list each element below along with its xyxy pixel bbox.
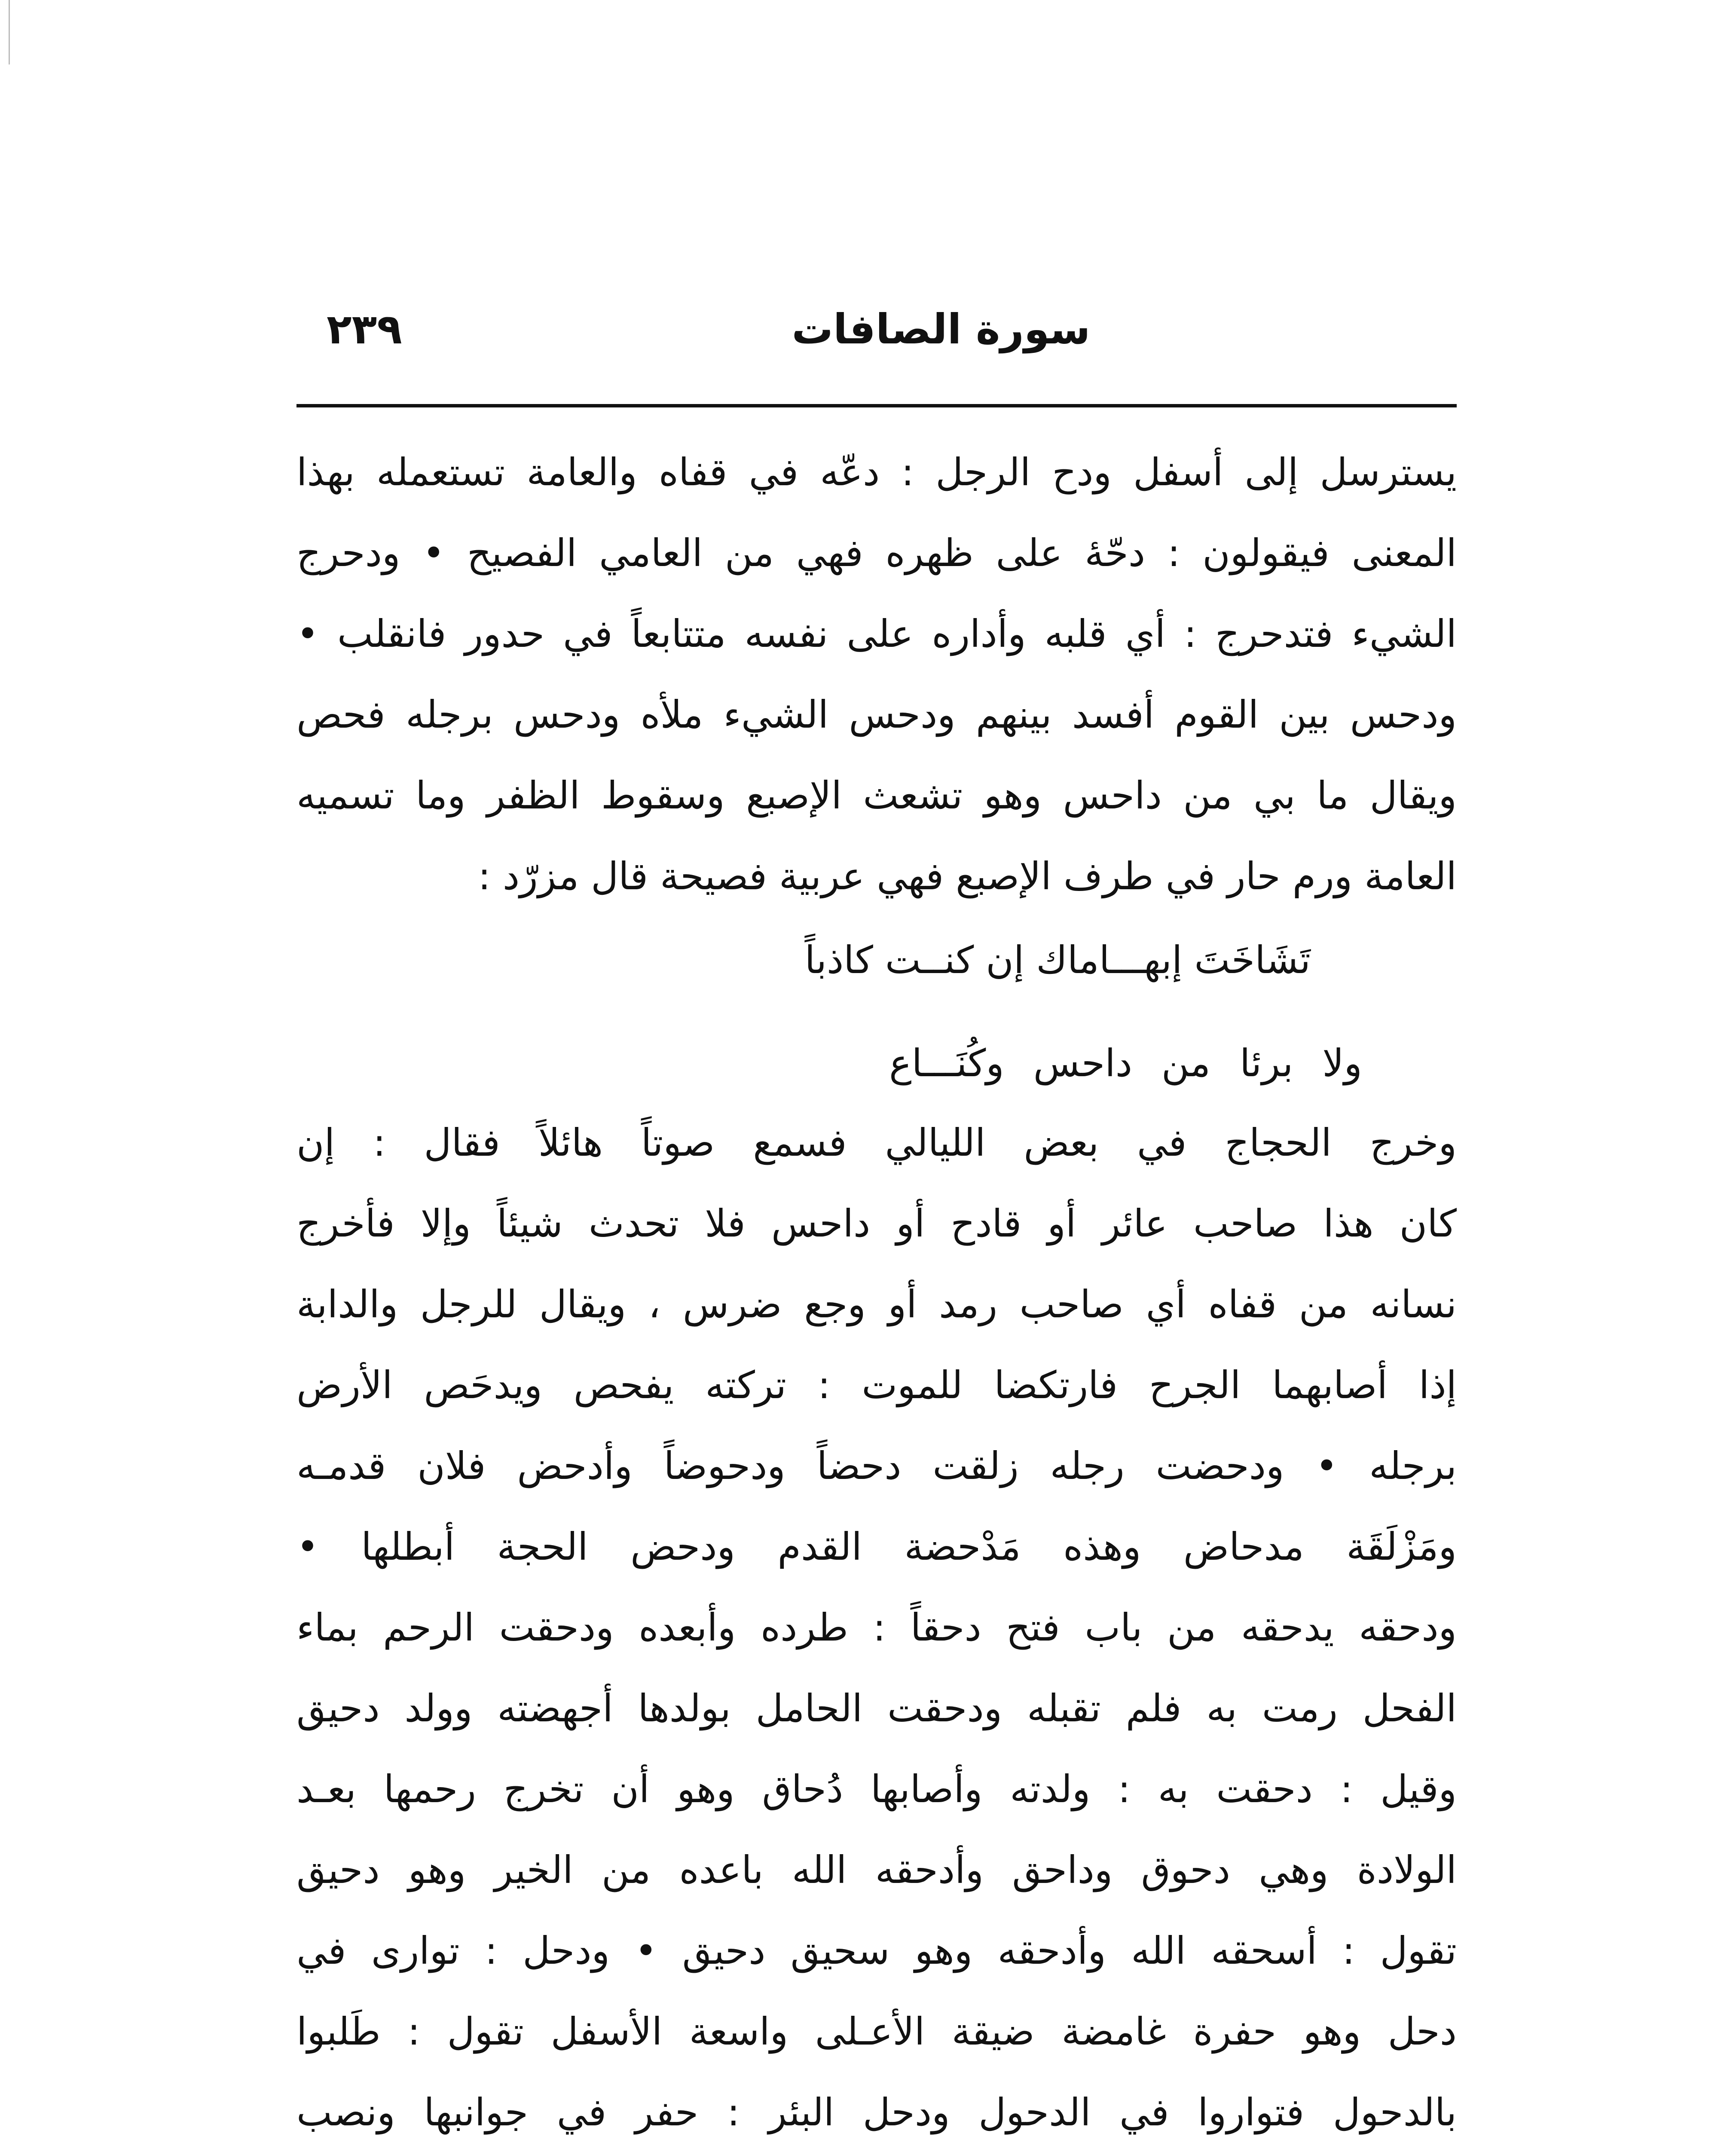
text-line: برجله • ودحضت رجله زلقت دحضاً ودحوضاً وأدحض فلان قدمـه [296, 1444, 1457, 1488]
text-line: إذا أصابهما الجرح فارتكضا للموت : تركته يفحص ويدحَص الأرض [296, 1363, 1457, 1407]
text-line: ودحقه يدحقه من باب فتح دحقاً : طرده وأبعده ودحقت الرحم بماء [296, 1605, 1457, 1650]
text-line: الشيء فتدحرج : أي قلبه وأداره على نفسه متتابعاً في حدور فانقلب • [296, 612, 1457, 656]
text-line: وقيل : دحقت به : ولدته وأصابها دُحاق وهو أن تخرج رحمها بعـد [296, 1767, 1457, 1811]
text-line: دحل وهو حفرة غامضة ضيقة الأعـلى واسعة الأسفل تقول : طَلبوا [296, 2009, 1457, 2054]
poem-verse-1: تَشَاخَتَ إبهـــاماك إن كنــت كاذباً [804, 938, 1311, 982]
text-line: الفحل رمت به فلم تقبله ودحقت الحامل بولدها أجهضته وولد دحيق [296, 1686, 1457, 1730]
text-line: ويقال ما بي من داحس وهو تشعث الإصبع وسقوط الظفر وما تسميه [296, 773, 1457, 817]
text-line: وخرج الحجاج في بعض الليالي فسمع صوتاً هائلاً فقال : إن [296, 1120, 1457, 1165]
text-line: تقول : أسحقه الله وأدحقه وهو سحيق دحيق • ودحل : توارى في [296, 1929, 1457, 1973]
page-header [296, 297, 1457, 374]
page-number: ٢٣٩ [327, 305, 402, 353]
header-rule [296, 404, 1457, 407]
text-line: يسترسل إلى أسفل ودح الرجل : دعّه في قفاه والعامة تستعمله بهذا [296, 450, 1457, 494]
text-line: ومَزْلَقَة مدحاض وهذه مَدْحضة القدم ودحض الحجة أبطلها • [296, 1525, 1457, 1569]
text-line: الولادة وهي دحوق وداحق وأدحقه الله باعده من الخير وهو دحيق [296, 1848, 1457, 1892]
text-line: بالدحول فتواروا في الدحول ودحل البئر : حفر في جوانبها ونصب [296, 2090, 1457, 2134]
paragraph-2 [296, 1102, 1457, 2149]
text-line: المعنى فيقولون : دحّهٔ على ظهره فهي من العامي الفصيح • ودحرج [296, 531, 1457, 575]
scan-edge-mark [9, 0, 10, 64]
text-line: ودحس بين القوم أفسد بينهم ودحس الشيء ملأه ودحس برجله فحص [296, 692, 1457, 737]
paragraph-1 [296, 432, 1457, 917]
text-line: نسانه من قفاه أي صاحب رمد أو وجع ضرس ، ويقال للرجل والدابة [296, 1282, 1457, 1326]
text-line: كان هذا صاحب عائر أو قادح أو داحس فلا تحدث شيئاً وإلا فأخرج [296, 1201, 1457, 1246]
surah-title: سورة الصافات [792, 305, 1091, 353]
text-line: العامة ورم حار في طرف الإصبع فهي عربية فصيحة قال مزرّد : [478, 854, 1457, 898]
poem-verse-2: ولا برئا من داحس وكُنَـــاع [889, 1041, 1362, 1085]
